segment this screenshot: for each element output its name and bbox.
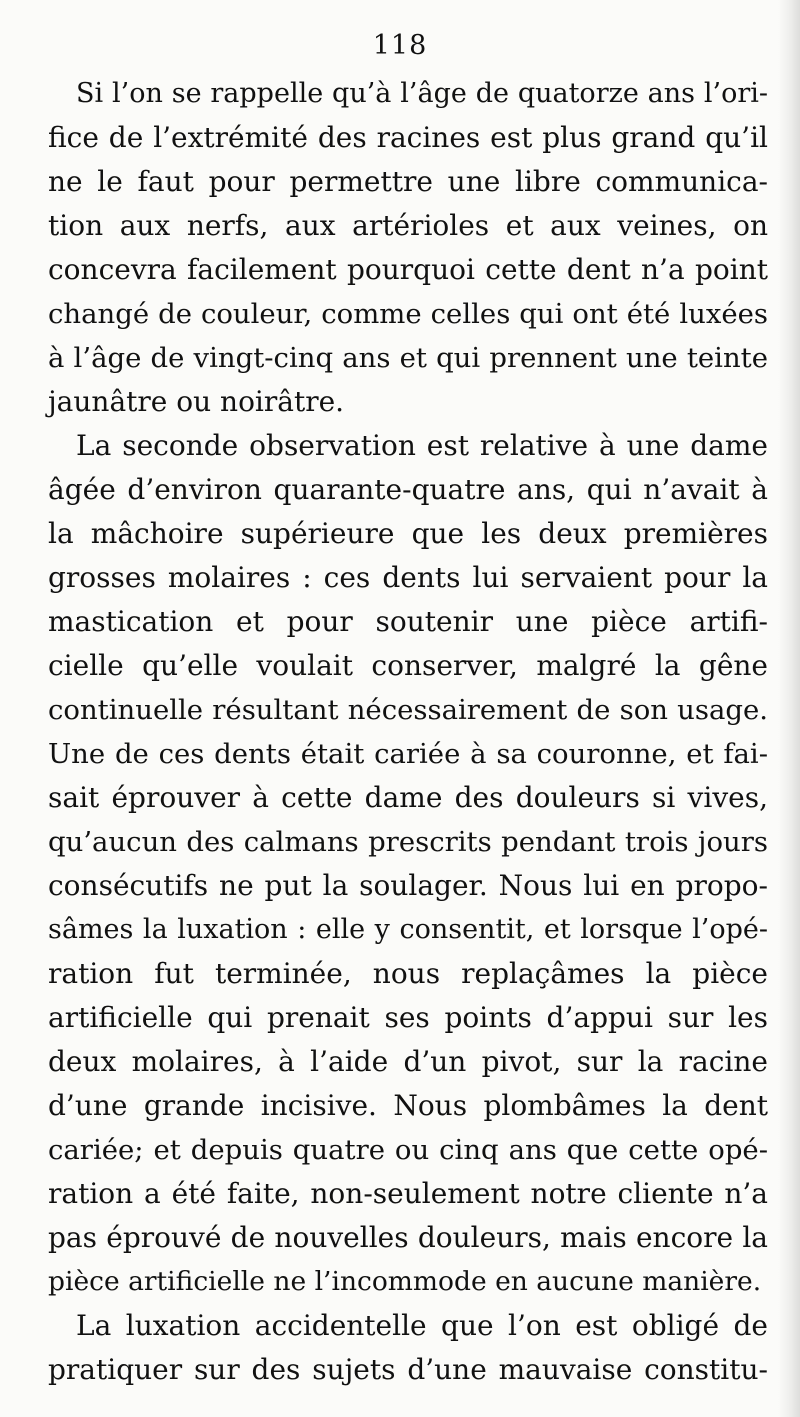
text-line: La luxation accidentelle que l’on est obligé de (76, 1309, 768, 1342)
text-line: jaunâtre ou noirâtre. (48, 385, 345, 418)
text-line: continuelle résultant nécessairement de son usage. (48, 694, 768, 726)
text-line: consécutifs ne put la soulager. Nous lui en propo- (48, 869, 768, 902)
text-line: pas éprouvé de nouvelles douleurs, mais encore la (48, 1221, 768, 1254)
paragraph-1 (48, 72, 768, 424)
text-line: pratiquer sur des sujets d’une mauvaise constitu- (48, 1353, 768, 1386)
text-line: Si l’on se rappelle qu’à l’âge de quatorze ans l’ori- (76, 78, 768, 109)
text-line: pièce artificielle ne l’incommode en aucune manière. (48, 1266, 762, 1297)
text-line: Une de ces dents était cariée à sa couronne, et fai- (48, 738, 768, 770)
text-line: tion aux nerfs, aux artérioles et aux veines, on (48, 209, 768, 242)
text-line: La seconde observation est relative à une dame (76, 429, 768, 462)
text-line: ne le faut pour permettre une libre communica- (48, 165, 768, 198)
text-line: changé de couleur, comme celles qui ont été luxées (48, 298, 768, 330)
text-line: mastication et pour soutenir une pièce artifi- (48, 605, 768, 638)
text-line: ration a été faite, non-seulement notre cliente n’a (48, 1177, 768, 1210)
text-line: sâmes la luxation : elle y consentit, et lorsque l’opé- (48, 914, 768, 945)
text-line: fice de l’extrémité des racines est plus grand qu’il (48, 121, 768, 154)
text-line: deux molaires, à l’aide d’un pivot, sur la racine (48, 1045, 768, 1078)
text-line: à l’âge de vingt-cinq ans et qui prennent une teinte (48, 342, 768, 374)
text-line: sait éprouver à cette dame des douleurs si vives, (48, 781, 768, 814)
text-line: artificielle qui prenait ses points d’appui sur les (48, 1001, 768, 1034)
text-line: d’une grande incisive. Nous plombâmes la dent (48, 1089, 768, 1122)
text-line: ration fut terminée, nous replaçâmes la pièce (48, 957, 768, 990)
text-line: concevra facilement pourquoi cette dent n’a point (48, 253, 768, 286)
page-edge-shadow (778, 0, 800, 1417)
paragraph-3 (48, 1304, 768, 1392)
text-line: la mâchoire supérieure que les deux premières (48, 517, 768, 550)
text-line: grosses molaires : ces dents lui servaient pour la (48, 561, 768, 594)
body-text (48, 72, 768, 1392)
text-line: âgée d’environ quarante-quatre ans, qui n’avait à (48, 473, 768, 506)
text-line: qu’aucun des calmans prescrits pendant trois jours (48, 826, 768, 858)
paragraph-2 (48, 424, 768, 1304)
text-line: cielle qu’elle voulait conserver, malgré la gêne (48, 649, 768, 682)
text-line: cariée; et depuis quatre ou cinq ans que cette opé- (48, 1134, 768, 1166)
page-number: 118 (372, 30, 428, 61)
